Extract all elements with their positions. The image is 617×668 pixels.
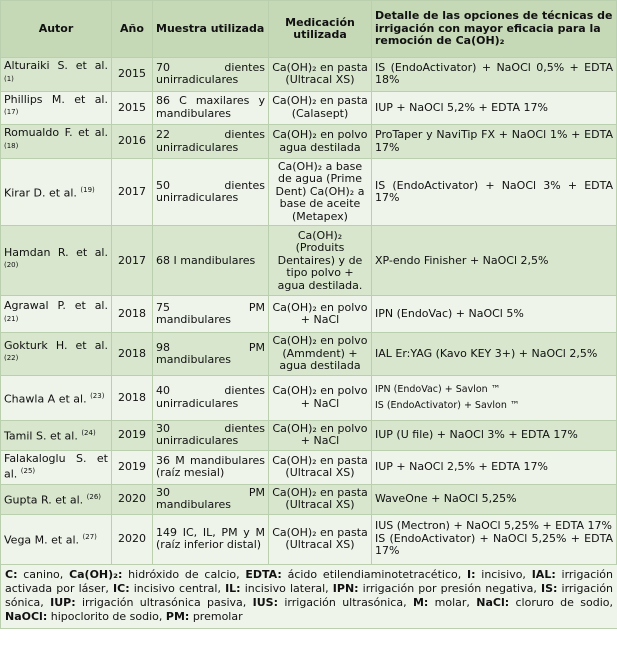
footnote-definition: hidróxido de calcio, bbox=[122, 567, 246, 581]
table-footnote bbox=[0, 565, 617, 629]
cell-medicacion: Ca(OH)₂ en pasta (Ultracal XS) bbox=[269, 450, 372, 484]
footnote-definition: irrigación sónica, bbox=[5, 581, 614, 609]
table-row bbox=[1, 375, 617, 420]
table-row bbox=[1, 420, 617, 450]
reference-number: (17) bbox=[4, 108, 19, 117]
table-row bbox=[1, 296, 617, 333]
table-row bbox=[1, 484, 617, 514]
table-body bbox=[1, 58, 617, 565]
autor-text: Alturaiki S. et al. bbox=[4, 59, 108, 72]
reference-number: (22) bbox=[4, 354, 19, 363]
footnote-definition: incisivo central, bbox=[129, 581, 226, 595]
cell-medicacion: Ca(OH)₂ en polvo + NaCl bbox=[269, 420, 372, 450]
cell-medicacion: Ca(OH)₂ en pasta (Ultracal XS) bbox=[269, 514, 372, 564]
cell-detalle: IUP + NaOCl 5,2% + EDTA 17% bbox=[372, 91, 617, 125]
cell-detalle: IAL Er:YAG (Kavo KEY 3+) + NaOCl 2,5% bbox=[372, 333, 617, 376]
cell-detalle: IS (EndoActivator) + NaOCl 0,5% + EDTA 18% bbox=[372, 58, 617, 92]
cell-muestra: 50 dientes unirradiculares bbox=[153, 158, 269, 226]
cell-muestra: 75 PM mandibulares bbox=[153, 296, 269, 333]
footnote-abbr: IS: bbox=[540, 581, 558, 595]
table-row bbox=[1, 226, 617, 296]
footnote-abbr: I: bbox=[467, 567, 476, 581]
cell-muestra: 70 dientes unirradiculares bbox=[153, 58, 269, 92]
cell-anio: 2018 bbox=[112, 375, 153, 420]
cell-autor bbox=[1, 125, 112, 159]
header-row bbox=[1, 1, 617, 58]
autor-text: Romualdo F. et al. bbox=[4, 126, 108, 140]
cell-anio: 2019 bbox=[112, 420, 153, 450]
reference-number: (18) bbox=[4, 141, 19, 150]
cell-autor bbox=[1, 296, 112, 333]
table-row bbox=[1, 158, 617, 226]
reference-number: (26) bbox=[86, 493, 102, 502]
autor-text: Phillips M. et al. bbox=[4, 92, 108, 106]
detalle-line: IUS (Mectron) + NaOCl 5,25% + EDTA 17% bbox=[375, 519, 612, 533]
reference-number: (19) bbox=[80, 186, 95, 195]
footnote-abbr: PM: bbox=[165, 609, 190, 623]
footnote-abbr: IPN: bbox=[332, 581, 359, 595]
cell-autor bbox=[1, 420, 112, 450]
reference-number: (27) bbox=[82, 533, 97, 542]
cell-detalle bbox=[372, 514, 617, 564]
cell-muestra: 40 dientes unirradiculares bbox=[153, 375, 269, 420]
footnote-definition: molar, bbox=[428, 595, 477, 609]
cell-autor bbox=[1, 91, 112, 125]
cell-detalle: IUP (U file) + NaOCl 3% + EDTA 17% bbox=[372, 420, 617, 450]
autor-text: Gokturk H. et al. bbox=[4, 338, 108, 352]
cell-muestra: 98 PM mandibulares bbox=[153, 333, 269, 376]
detalle-line: IS (EndoActivator) + NaOCl 5,25% + EDTA 17% bbox=[375, 531, 613, 558]
cell-detalle: ProTaper y NaviTip FX + NaOCl 1% + EDTA 17% bbox=[372, 125, 617, 159]
header-muestra: Muestra utilizada bbox=[153, 1, 269, 58]
cell-medicacion: Ca(OH)₂ en pasta (Ultracal XS) bbox=[269, 58, 372, 92]
autor-text: Hamdan R. et al. bbox=[4, 245, 108, 259]
cell-detalle bbox=[372, 375, 617, 420]
cell-detalle: IS (EndoActivator) + NaOCl 3% + EDTA 17% bbox=[372, 158, 617, 226]
cell-anio: 2017 bbox=[112, 226, 153, 296]
footnote-definition: canino, bbox=[17, 567, 70, 581]
cell-anio: 2020 bbox=[112, 514, 153, 564]
table-row bbox=[1, 58, 617, 92]
cell-autor bbox=[1, 226, 112, 296]
footnote-definition: cloruro de sodio, bbox=[509, 595, 613, 609]
cell-detalle: WaveOne + NaOCl 5,25% bbox=[372, 484, 617, 514]
footnote-definition: incisivo, bbox=[475, 567, 532, 581]
cell-muestra: 149 IC, IL, PM y M (raíz inferior distal) bbox=[153, 514, 269, 564]
header-autor: Autor bbox=[1, 1, 112, 58]
footnote-abbr: IAL: bbox=[531, 567, 556, 581]
table-row bbox=[1, 91, 617, 125]
cell-medicacion: Ca(OH)₂ a base de agua (Prime Dent) Ca(OH)₂ a base de aceite (Metapex) bbox=[269, 158, 372, 226]
footnote-definition: irrigación activada por láser, bbox=[5, 567, 614, 595]
cell-muestra: 30 dientes unirradiculares bbox=[153, 420, 269, 450]
autor-text: Chawla A et al. bbox=[4, 392, 87, 406]
cell-detalle: XP-endo Finisher + NaOCl 2,5% bbox=[372, 226, 617, 296]
footnote-definition: irrigación ultrasónica, bbox=[278, 595, 413, 609]
cell-autor bbox=[1, 375, 112, 420]
cell-anio: 2015 bbox=[112, 91, 153, 125]
cell-anio: 2020 bbox=[112, 484, 153, 514]
detalle-line: IS (EndoActivator) + Savlon ™ bbox=[375, 399, 520, 411]
cell-autor bbox=[1, 58, 112, 92]
reference-number: (1) bbox=[4, 74, 14, 83]
cell-anio: 2019 bbox=[112, 450, 153, 484]
cell-muestra: 30 PM mandibulares bbox=[153, 484, 269, 514]
header-detalle: Detalle de las opciones de técnicas de irrigación con mayor eficacia para la remoción de Ca(OH)₂ bbox=[372, 1, 617, 58]
autor-text: Tamil S. et al. bbox=[4, 430, 78, 444]
cell-medicacion: Ca(OH)₂ en polvo + NaCl bbox=[269, 296, 372, 333]
cell-autor bbox=[1, 484, 112, 514]
cell-medicacion: Ca(OH)₂ en polvo (Ammdent) + agua destilada bbox=[269, 333, 372, 376]
cell-muestra: 86 C maxilares y mandibulares bbox=[153, 91, 269, 125]
autor-text: Kirar D. et al. bbox=[4, 186, 77, 200]
footnote-abbr: NaCl: bbox=[476, 595, 510, 609]
header-anio: Año bbox=[112, 1, 153, 58]
cell-medicacion: Ca(OH)₂ en pasta (Calasept) bbox=[269, 91, 372, 125]
footnote-abbr: IUS: bbox=[252, 595, 279, 609]
table-row bbox=[1, 450, 617, 484]
footnote-abbr: C: bbox=[5, 567, 18, 581]
cell-autor bbox=[1, 450, 112, 484]
autor-text: Falakaloglu S. et al. bbox=[4, 451, 108, 482]
reference-number: (25) bbox=[20, 467, 36, 476]
footnote-definition: irrigación por presión negativa, bbox=[358, 581, 541, 595]
cell-anio: 2016 bbox=[112, 125, 153, 159]
reference-number: (21) bbox=[4, 314, 19, 323]
cell-autor bbox=[1, 333, 112, 376]
autor-text: Gupta R. et al. bbox=[4, 493, 84, 507]
footnote-definition: incisivo lateral, bbox=[240, 581, 333, 595]
footnote-abbr: Ca(OH)₂: bbox=[69, 567, 123, 581]
footnote-abbr: IL: bbox=[225, 581, 241, 595]
reference-number: (24) bbox=[81, 429, 96, 438]
autor-text: Vega M. et al. bbox=[4, 533, 80, 547]
autor-text: Agrawal P. et al. bbox=[4, 299, 108, 313]
cell-anio: 2018 bbox=[112, 296, 153, 333]
footnote-abbr: M: bbox=[412, 595, 429, 609]
reference-number: (23) bbox=[90, 391, 105, 400]
detalle-line: IPN (EndoVac) + Savlon ™ bbox=[375, 383, 501, 395]
cell-autor bbox=[1, 158, 112, 226]
footnote-abbr: NaOCl: bbox=[5, 609, 48, 623]
footnote-definition: hipoclorito de sodio, bbox=[47, 609, 166, 623]
cell-medicacion: Ca(OH)₂ en polvo + NaCl bbox=[269, 375, 372, 420]
footnote-abbr: IUP: bbox=[50, 595, 76, 609]
table-row bbox=[1, 125, 617, 159]
cell-autor bbox=[1, 514, 112, 564]
cell-detalle: IPN (EndoVac) + NaOCl 5% bbox=[372, 296, 617, 333]
footnote-definition: ácido etilendiaminotetracético, bbox=[281, 567, 467, 581]
footnote-abbr: EDTA: bbox=[245, 567, 282, 581]
cell-muestra: 68 I mandibulares bbox=[153, 226, 269, 296]
cell-medicacion: Ca(OH)₂ en polvo agua destilada bbox=[269, 125, 372, 159]
cell-muestra: 36 M mandibulares (raíz mesial) bbox=[153, 450, 269, 484]
header-medicacion: Medicación utilizada bbox=[269, 1, 372, 58]
table-row bbox=[1, 514, 617, 564]
cell-anio: 2018 bbox=[112, 333, 153, 376]
cell-detalle: IUP + NaOCl 2,5% + EDTA 17% bbox=[372, 450, 617, 484]
table-row bbox=[1, 333, 617, 376]
cell-anio: 2017 bbox=[112, 158, 153, 226]
cell-muestra: 22 dientes unirradiculares bbox=[153, 125, 269, 159]
reference-number: (20) bbox=[4, 261, 19, 270]
footnote-definition: irrigación ultrasónica pasiva, bbox=[75, 595, 253, 609]
cell-medicacion: Ca(OH)₂ en pasta (Ultracal XS) bbox=[269, 484, 372, 514]
cell-anio: 2015 bbox=[112, 58, 153, 92]
cell-medicacion: Ca(OH)₂ (Produits Dentaires) y de tipo polvo + agua destilada. bbox=[269, 226, 372, 296]
footnote-definition: premolar bbox=[189, 609, 243, 623]
footnote-abbr: IC: bbox=[113, 581, 130, 595]
